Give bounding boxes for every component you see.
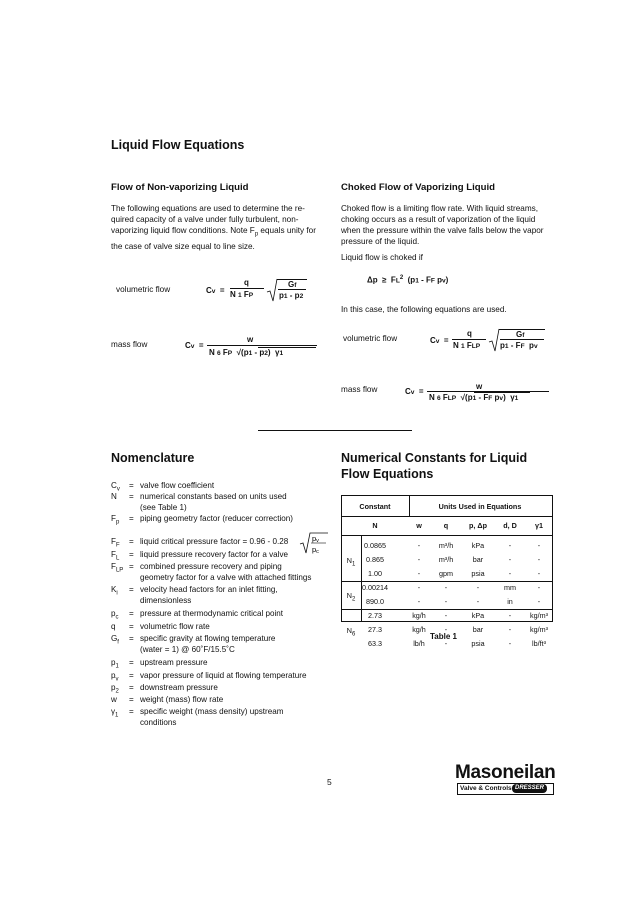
sub-header: N [372,521,378,530]
table-cell: - [444,639,448,648]
nomenclature-definition: volumetric flow rate [140,622,210,631]
table-cell: - [508,541,512,550]
nomenclature-symbol: q [111,622,116,631]
nomenclature-symbol: $p_v$ [111,671,119,683]
equals-sign: = [129,492,134,501]
nomenclature-definition: liquid pressure recovery factor for a valve [140,550,288,559]
table-cell: - [417,597,421,606]
table-cell: kPa [471,611,485,620]
equals-sign: = [129,695,134,704]
nonvap-paragraph: The following equations are used to determine the re- quired capacity of a valve under fully turbulent, non- vaporizing liquid flow conditions. Note $F_p$ equals unity for the case of valve size equal to line size. [111,204,316,251]
nomenclature-symbol: $\gamma_1$ [111,707,119,719]
page-title: Liquid Flow Equations [111,138,245,152]
table-cell: 890.0 [366,597,384,606]
nomenclature-symbol: $p_1$ [111,658,119,670]
nomenclature-definition: numerical constants based on units used [140,492,287,501]
col-header-constant: Constant [359,502,391,511]
table-cell: - [444,611,448,620]
equals-sign: = [129,585,134,594]
table-rule [341,609,552,610]
table-cell: kg/h [412,625,426,634]
table-rule [341,581,552,582]
ff-sqrt-fraction [299,532,329,554]
equals-sign: = [129,683,134,692]
table-cell: in [507,597,513,606]
nomenclature-definition: geometry factor for a valve with attached fittings [140,573,312,582]
equals-sign: = [129,562,134,571]
table-cell: - [537,541,541,550]
table-cell: - [508,569,512,578]
table-cell: - [537,583,541,592]
choked-vol-label: volumetric flow [343,334,398,343]
table-cell: kg/m³ [530,625,548,634]
table-cell: 1.00 [368,569,382,578]
svg-text:pv: pv [312,534,319,544]
equals-sign: = [129,671,134,680]
table-cell: m³/h [438,555,454,564]
nonvap-vol-label: volumetric flow [116,285,171,294]
sub-header: d, D [503,521,517,530]
table-cell: 2.73 [368,611,382,620]
sqrt-sign [488,328,500,352]
choked-paragraph: Choked flow is a limiting flow rate. With liquid streams, choking occurs as a result of vaporization of the liquid when the pressure within the valve falls below the vapor pressure of the liquid. [341,204,544,246]
table-cell: - [537,597,541,606]
nomenclature-definition: velocity head factors for an inlet fitting, [140,585,278,594]
nomenclature-definition: valve flow coefficient [140,481,215,490]
logo-subbar [457,783,554,795]
table-cell: - [444,625,448,634]
col-header-units: Units Used in Equations [438,502,522,511]
nonvap-vol-equation: Cv = q N 1 FP Gf p1 - p2 [206,278,306,304]
nomenclature-definition: piping geometry factor (reducer correction) [140,514,293,523]
logo-dresser: DRESSER [512,784,547,793]
sub-header: p, Δp [469,521,487,530]
table-cell: bar [472,625,484,634]
nomenclature-definition: combined pressure recovery and piping [140,562,282,571]
logo-name: Masoneilan [455,762,556,783]
nomenclature-definition: (water = 1) @ 60˚F/15.5˚C [140,645,235,654]
nomenclature-definition: specific gravity at flowing temperature [140,634,276,643]
table-cell: kg/h [412,611,426,620]
nomenclature-symbol: $F_F$ [111,537,120,549]
table-cell: kPa [471,541,485,550]
choked-mass-equation: Cv = w N 6 FLP √(p1 - FF pv) γ1 [405,382,535,408]
equals-sign: = [129,707,134,716]
table-cell: psia [471,569,485,578]
section-divider [258,430,412,431]
nonvap-mass-label: mass flow [111,340,148,349]
group-label: $N_2$ [346,591,356,603]
nomenclature-symbol: $F_L$ [111,550,120,562]
table-cell: - [537,569,541,578]
group-label: $N_1$ [346,556,356,568]
equals-sign: = [129,550,134,559]
nonvap-mass-equation: Cv = w N 6 FP √(p1 - p2) γ1 [185,336,315,362]
table-cell: - [537,555,541,564]
table-cell: m³/h [438,541,454,550]
table-cell: - [476,597,480,606]
nomenclature-symbol: $F_{LP}$ [111,562,124,574]
table-cell: - [476,583,480,592]
table-cell: psia [471,639,485,648]
nomenclature-definition: specific weight (mass density) upstream [140,707,284,716]
nomenclature-definition: upstream pressure [140,658,208,667]
table-cell: - [444,597,448,606]
nomenclature-definition: pressure at thermodynamic critical point [140,609,284,618]
nomenclature-definition: weight (mass) flow rate [140,695,224,704]
table-cell: kg/m³ [530,611,548,620]
sub-header: γ1 [535,521,543,530]
table-rule [341,535,552,536]
table-cell: - [508,639,512,648]
nonvap-heading: Flow of Non-vaporizing Liquid [111,182,249,193]
table-cell: 0.865 [366,555,384,564]
table-cell: - [417,541,421,550]
table-cell: - [417,555,421,564]
table-rule [341,516,552,517]
equals-sign: = [129,481,134,490]
equals-sign: = [129,658,134,667]
nomenclature-symbol: $F_p$ [111,514,120,526]
choked-equations-intro: In this case, the following equations are used. [341,305,507,314]
choked-condition-equation: $\Delta p \ge FL^2$ (p1 - FF pv) [367,275,449,285]
nomenclature-symbol: w [111,695,117,704]
table-cell: - [508,625,512,634]
constants-heading: Numerical Constants for Liquid Flow Equations [341,451,528,481]
equals-sign: = [129,537,134,546]
equals-sign: = [129,514,134,523]
nomenclature-definition: downstream pressure [140,683,218,692]
sqrt-sign [266,278,278,302]
equals-sign: = [129,622,134,631]
table-cell: - [508,611,512,620]
nomenclature-symbol: $C_v$ [111,481,120,493]
nomenclature-definition: vapor pressure of liquid at flowing temperature [140,671,307,680]
nomenclature-definition: (see Table 1) [140,503,187,512]
table-cell: - [444,583,448,592]
table-rule [409,495,410,516]
nomenclature-symbol: $p_c$ [111,609,119,621]
masoneilan-logo [455,762,556,794]
choked-mass-label: mass flow [341,385,378,394]
group-label: $N_6$ [346,626,356,638]
equals-sign: = [129,634,134,643]
sub-header: q [443,521,449,530]
table-cell: - [508,555,512,564]
sub-header: w [416,521,422,530]
table-cell: 0.0865 [364,541,386,550]
logo-subtext: Valve & Controls [460,785,512,792]
choked-heading: Choked Flow of Vaporizing Liquid [341,182,496,193]
nomenclature-definition: dimensionless [140,596,192,605]
svg-text:pc: pc [312,545,319,554]
nomenclature-symbol: $G_f$ [111,634,119,646]
nomenclature-symbol: N [111,492,117,501]
nomenclature-definition: liquid critical pressure factor = 0.96 - 0.28 [140,537,289,546]
table-cell: lb/ft³ [532,639,546,648]
nomenclature-symbol: $p_2$ [111,683,119,695]
page-number: 5 [327,777,332,787]
table-cell: lb/h [413,639,425,648]
choked-condition-text: Liquid flow is choked if [341,253,423,262]
table-cell: gpm [439,569,453,578]
table-cell: - [417,583,421,592]
table-cell: mm [504,583,516,592]
table-cell: 27.3 [368,625,382,634]
table-caption: Table 1 [430,632,457,641]
table-cell: 0.00214 [362,583,388,592]
table-cell: - [417,569,421,578]
table-cell: bar [472,555,484,564]
nomenclature-heading: Nomenclature [111,451,195,465]
nomenclature-symbol: $K_i$ [111,585,118,597]
table-cell: 63.3 [368,639,382,648]
choked-vol-equation: Cv = q N 1 FLP Gf p1 - FF pv [430,328,550,354]
equals-sign: = [129,609,134,618]
nomenclature-definition: conditions [140,718,177,727]
